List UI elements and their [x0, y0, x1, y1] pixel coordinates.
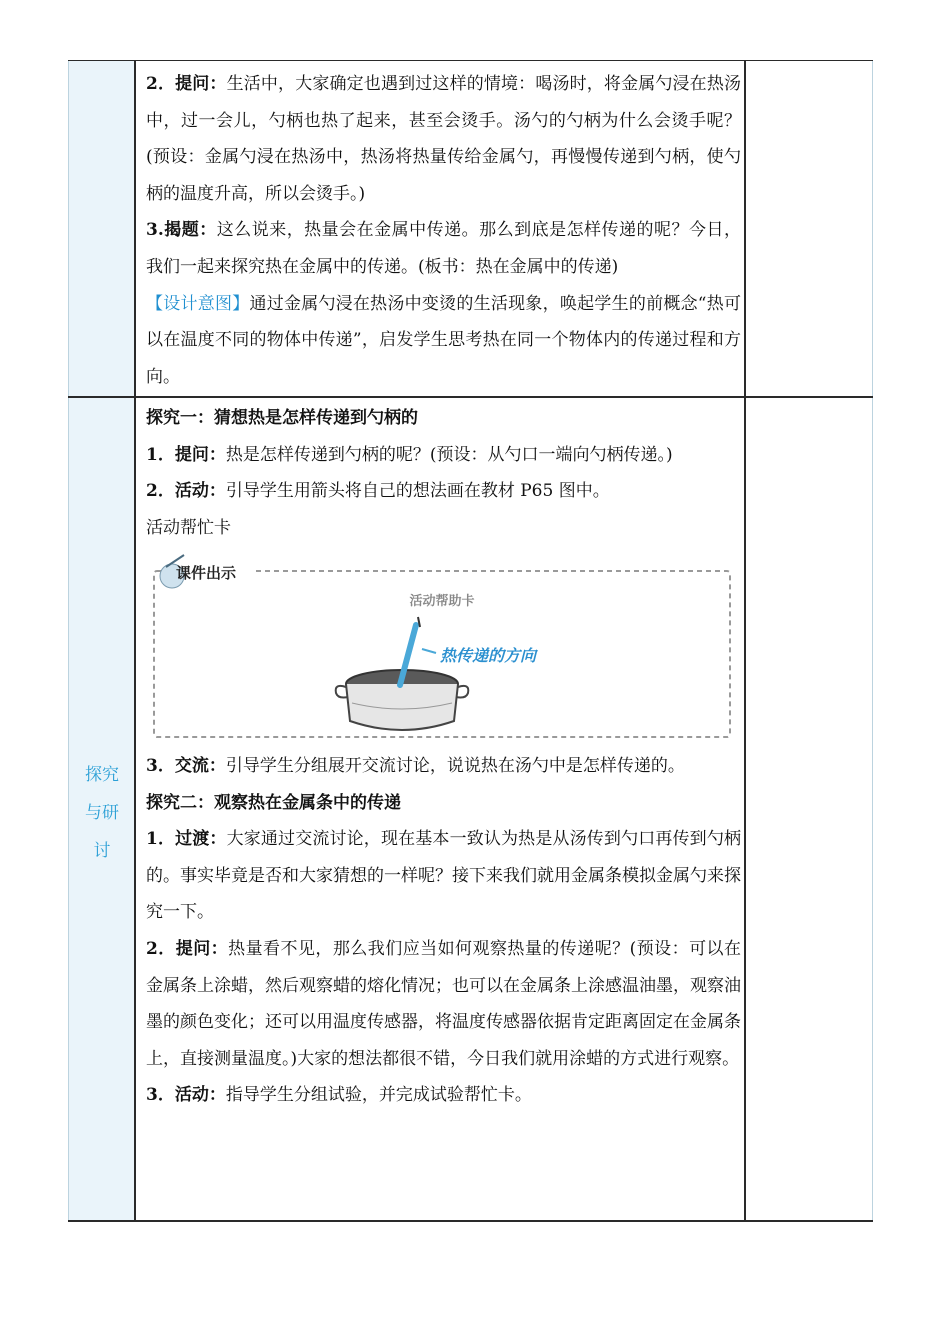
help-card-label: 活动帮忙卡 — [146, 517, 231, 538]
courseware-badge — [160, 555, 252, 588]
topic-paragraph: 3.揭题：这么说来，热量会在金属中传递。那么到底是怎样传递的呢？今日，我们一起来探究热在金属中的传递。(板书：热在金属中的传递) — [146, 220, 741, 277]
table-row-inquiry — [68, 396, 873, 1221]
row-label-cell — [68, 396, 135, 1221]
courseware-figure — [152, 553, 732, 741]
notes-cell — [746, 60, 873, 396]
section-label — [69, 756, 135, 870]
design-intent-paragraph: 【设计意图】通过金属勺浸在热汤中变烫的生活现象，唤起学生的前概念“热可以在温度不同的物体中传递”，启发学生思考热在同一个物体内的传递过程和方向。 — [146, 293, 741, 387]
section-label-line-1: 探究 — [85, 765, 119, 785]
design-intent-tag: 【设计意图】 — [146, 293, 250, 314]
table-row-intro — [68, 60, 873, 396]
inquiry-two-content — [146, 748, 741, 1114]
inquiry-one-content — [146, 400, 741, 546]
table-bottom-border — [68, 1220, 873, 1222]
inquiry-two-transition: 1．过渡：大家通过交流讨论，现在基本一致认为热是从汤传到勺口再传到勺柄的。事实毕竟是否和大家猜想的一样呢？接下来我们就用金属条模拟金属勺来探究一下。 — [146, 829, 741, 923]
inquiry-one-title: 探究一：猜想热是怎样传递到勺柄的 — [146, 408, 418, 428]
caption-pointer-line — [422, 649, 436, 653]
table-row-divider — [68, 396, 873, 398]
section-label-line-3: 讨 — [93, 841, 111, 861]
pot-body — [346, 684, 458, 730]
inquiry-two-title: 探究二：观察热在金属条中的传递 — [146, 792, 401, 813]
inquiry-one-question: 1．提问：热是怎样传递到勺柄的呢？(预设：从勺口一端向勺柄传递。) — [146, 444, 673, 465]
card-title: 活动帮助卡 — [409, 594, 475, 609]
inquiry-one-activity: 2．活动：引导学生用箭头将自己的想法画在教材 P65 图中。 — [146, 481, 610, 502]
notes-cell — [746, 396, 873, 1221]
section-label-line-2: 与研 — [85, 803, 119, 823]
intro-content — [146, 66, 741, 395]
soup-pot-illustration — [336, 617, 469, 730]
inquiry-two-activity: 3．活动：指导学生分组试验，并完成试验帮忙卡。 — [146, 1085, 532, 1106]
table-top-border — [68, 60, 873, 61]
inquiry-one-exchange: 3．交流：引导学生分组展开交流讨论，说说热在汤勺中是怎样传递的。 — [146, 756, 685, 776]
question-paragraph: 2．提问：生活中，大家确定也遇到过这样的情境：喝汤时，将金属勺浸在热汤中，过一会儿，勺柄也热了起来，甚至会烫手。汤勺的勺柄为什么会烫手呢？(预设：金属勺浸在热汤中，热汤将热量传给金属勺，再慢慢传递到勺柄，使勺柄的温度升高，所以会烫手。) — [146, 74, 741, 204]
row-label-cell — [68, 60, 135, 396]
heat-direction-caption: 热传递的方向 — [440, 646, 537, 665]
inquiry-two-question: 2．提问：热量看不见，那么我们应当如何观察热量的传递呢？(预设：可以在金属条上涂蜡，然后观察蜡的熔化情况；也可以在金属条上涂感温油墨，观察油墨的颜色变化；还可以用温度传感器，将温度传感器依据肯定距离固定在金属条上，直接测量温度。)大家的想法都很不错，今日我们就用涂蜡的方式进行观察。 — [146, 938, 741, 1069]
badge-text: 课件出示 — [176, 564, 237, 582]
